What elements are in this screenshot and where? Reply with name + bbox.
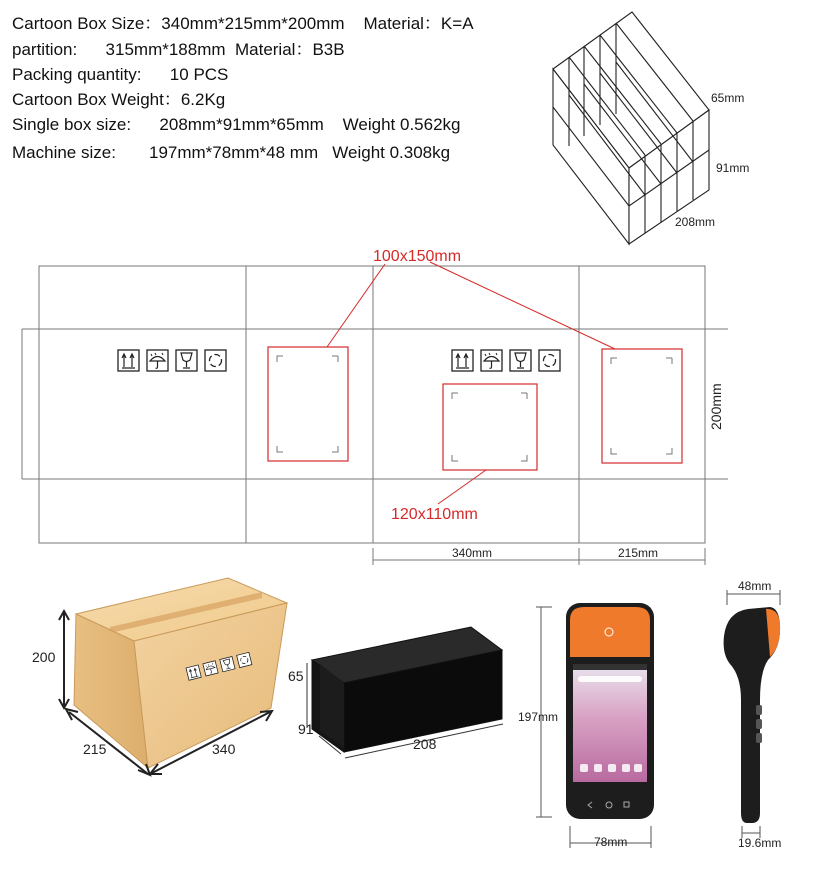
label-area-100x150-right bbox=[602, 349, 682, 463]
dieline-dim-340: 340mm bbox=[452, 546, 493, 560]
device-front-illustration bbox=[566, 603, 654, 819]
device-front-dim-197: 197mm bbox=[518, 710, 559, 724]
stack-dim-91: 91mm bbox=[716, 161, 750, 175]
device-front-dim-78: 78mm bbox=[594, 835, 628, 849]
carton-box-illustration bbox=[74, 578, 287, 768]
dieline-dim-200: 200mm bbox=[708, 383, 724, 430]
single-box-dim-91: 91 bbox=[298, 721, 314, 737]
single-box-dim-65: 65 bbox=[288, 668, 304, 684]
spec-carton-size: Cartoon Box Size：340mm*215mm*200mm Material：K=A bbox=[12, 14, 474, 33]
stack-dim-65: 65mm bbox=[711, 91, 745, 105]
dieline-label-120x110: 120x110mm bbox=[391, 506, 478, 523]
dieline-label-100x150: 100x150mm bbox=[373, 248, 462, 265]
carton-dim-215: 215 bbox=[83, 741, 107, 757]
device-side-dim-48: 48mm bbox=[738, 579, 772, 593]
stack-dim-208: 208mm bbox=[675, 215, 716, 229]
carton-dim-340: 340 bbox=[212, 741, 236, 757]
label-area-120x110 bbox=[443, 384, 537, 470]
handling-symbols-icon bbox=[118, 350, 226, 371]
single-box-dim-208: 208 bbox=[413, 736, 437, 752]
single-box-illustration bbox=[312, 627, 502, 752]
spec-partition: partition: 315mm*188mm Material：B3B bbox=[12, 40, 345, 59]
spec-single-box: Single box size: 208mm*91mm*65mm Weight 0.562kg bbox=[12, 115, 461, 134]
spec-carton-weight: Cartoon Box Weight：6.2Kg bbox=[12, 90, 226, 109]
dieline-dim-215: 215mm bbox=[618, 546, 659, 560]
handling-symbols-icon bbox=[452, 350, 560, 371]
label-area-100x150-left bbox=[268, 347, 348, 461]
spec-packing-quantity: Packing quantity: 10 PCS bbox=[12, 65, 229, 84]
spec-machine-size: Machine size: 197mm*78mm*48 mm Weight 0.308kg bbox=[12, 143, 451, 162]
device-side-illustration bbox=[724, 607, 780, 823]
stacked-boxes-diagram bbox=[553, 12, 709, 244]
carton-dim-200: 200 bbox=[32, 649, 56, 665]
device-side-dim-19-6: 19.6mm bbox=[738, 836, 782, 850]
